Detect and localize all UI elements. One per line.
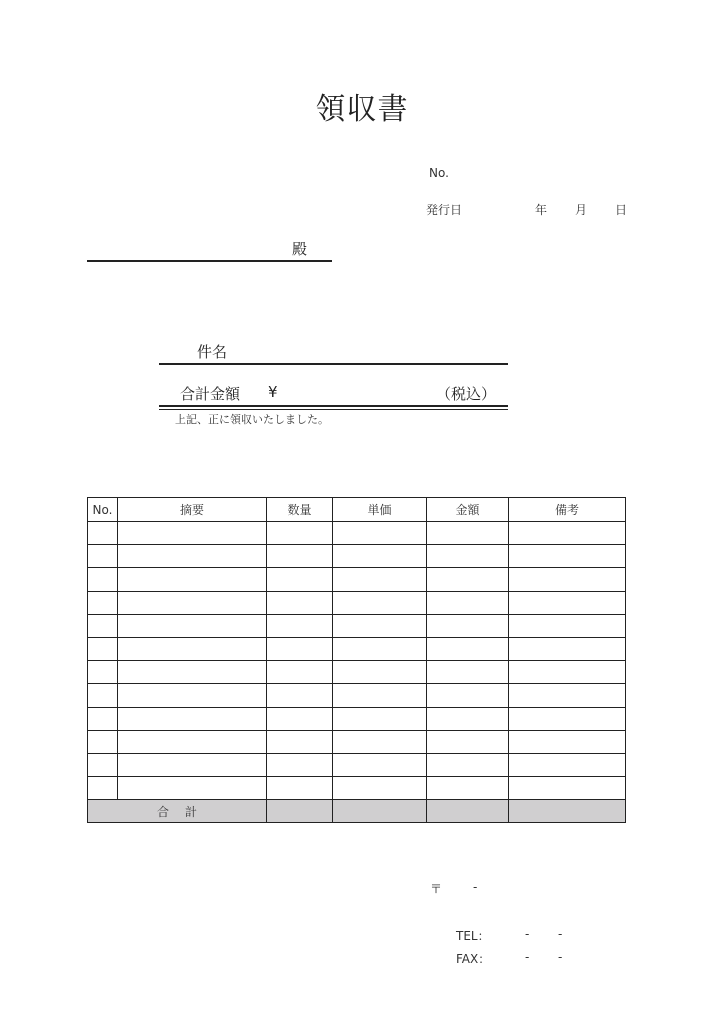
cell-no[interactable]	[88, 591, 118, 614]
subject-label: 件名	[197, 343, 228, 361]
table-row	[88, 730, 626, 753]
table-header-row	[88, 498, 626, 522]
cell-quantity[interactable]	[267, 661, 333, 684]
cell-no[interactable]	[88, 614, 118, 637]
total-quantity-cell	[267, 800, 333, 823]
total-amount-label: 合計金額	[180, 385, 241, 403]
document-title: 領収書	[315, 92, 409, 127]
total-unit-price-cell	[333, 800, 427, 823]
cell-remarks[interactable]	[509, 591, 626, 614]
cell-amount[interactable]	[427, 753, 509, 776]
cell-amount[interactable]	[427, 522, 509, 545]
cell-unit-price[interactable]	[333, 522, 427, 545]
tel-label: TEL：	[456, 929, 490, 943]
column-header-unit-price: 単価	[333, 498, 427, 522]
cell-unit-price[interactable]	[333, 661, 427, 684]
cell-description[interactable]	[118, 777, 267, 800]
cell-description[interactable]	[118, 545, 267, 568]
cell-no[interactable]	[88, 730, 118, 753]
cell-no[interactable]	[88, 661, 118, 684]
cell-quantity[interactable]	[267, 545, 333, 568]
cell-remarks[interactable]	[509, 568, 626, 591]
cell-unit-price[interactable]	[333, 753, 427, 776]
table-row	[88, 614, 626, 637]
cell-remarks[interactable]	[509, 730, 626, 753]
cell-no[interactable]	[88, 568, 118, 591]
recipient-suffix: 殿	[292, 240, 308, 258]
fax-label: FAX：	[456, 952, 491, 966]
issue-date-label: 発行日	[426, 203, 463, 217]
cell-quantity[interactable]	[267, 637, 333, 660]
table-row	[88, 661, 626, 684]
cell-unit-price[interactable]	[333, 614, 427, 637]
cell-amount[interactable]	[427, 707, 509, 730]
table-row	[88, 591, 626, 614]
cell-description[interactable]	[118, 753, 267, 776]
cell-description[interactable]	[118, 730, 267, 753]
total-row-label	[88, 800, 267, 823]
table-row	[88, 568, 626, 591]
date-month-unit: 月	[575, 203, 588, 217]
cell-amount[interactable]	[427, 730, 509, 753]
cell-quantity[interactable]	[267, 568, 333, 591]
cell-quantity[interactable]	[267, 522, 333, 545]
cell-no[interactable]	[88, 522, 118, 545]
cell-remarks[interactable]	[509, 684, 626, 707]
date-year-unit: 年	[535, 203, 548, 217]
tax-included-note: （税込）	[436, 385, 497, 403]
cell-quantity[interactable]	[267, 730, 333, 753]
cell-unit-price[interactable]	[333, 568, 427, 591]
subject-underline	[159, 363, 508, 365]
cell-no[interactable]	[88, 637, 118, 660]
cell-no[interactable]	[88, 684, 118, 707]
postal-mark: 〒	[430, 882, 443, 896]
cell-quantity[interactable]	[267, 707, 333, 730]
table-row	[88, 522, 626, 545]
table-row	[88, 545, 626, 568]
table-row	[88, 777, 626, 800]
cell-quantity[interactable]	[267, 753, 333, 776]
recipient-underline	[87, 260, 332, 262]
cell-remarks[interactable]	[509, 637, 626, 660]
cell-unit-price[interactable]	[333, 545, 427, 568]
cell-remarks[interactable]	[509, 661, 626, 684]
cell-unit-price[interactable]	[333, 637, 427, 660]
currency-symbol: ¥	[268, 383, 278, 401]
total-row-label-text: 合計	[156, 804, 213, 819]
date-day-unit: 日	[615, 203, 628, 217]
table-row	[88, 707, 626, 730]
receipt-number-label: No.	[429, 166, 449, 180]
cell-no[interactable]	[88, 545, 118, 568]
cell-remarks[interactable]	[509, 614, 626, 637]
column-header-no: No.	[88, 498, 118, 522]
cell-quantity[interactable]	[267, 591, 333, 614]
cell-quantity[interactable]	[267, 614, 333, 637]
column-header-quantity: 数量	[267, 498, 333, 522]
cell-amount[interactable]	[427, 568, 509, 591]
fax-separator-2: -	[558, 950, 563, 964]
fax-separator-1: -	[525, 950, 530, 964]
cell-description[interactable]	[118, 591, 267, 614]
table-total-row	[88, 800, 626, 823]
postal-code-separator: -	[473, 880, 478, 894]
table-row	[88, 637, 626, 660]
cell-amount[interactable]	[427, 684, 509, 707]
column-header-remarks: 備考	[509, 498, 626, 522]
cell-remarks[interactable]	[509, 777, 626, 800]
cell-description[interactable]	[118, 614, 267, 637]
cell-unit-price[interactable]	[333, 777, 427, 800]
cell-unit-price[interactable]	[333, 730, 427, 753]
cell-amount[interactable]	[427, 545, 509, 568]
cell-no[interactable]	[88, 777, 118, 800]
total-remarks-cell	[509, 800, 626, 823]
cell-description[interactable]	[118, 637, 267, 660]
cell-quantity[interactable]	[267, 684, 333, 707]
cell-amount[interactable]	[427, 637, 509, 660]
cell-unit-price[interactable]	[333, 684, 427, 707]
total-amount-cell	[427, 800, 509, 823]
cell-description[interactable]	[118, 661, 267, 684]
cell-amount[interactable]	[427, 777, 509, 800]
cell-no[interactable]	[88, 707, 118, 730]
cell-no[interactable]	[88, 753, 118, 776]
cell-unit-price[interactable]	[333, 707, 427, 730]
cell-amount[interactable]	[427, 591, 509, 614]
cell-unit-price[interactable]	[333, 591, 427, 614]
cell-remarks[interactable]	[509, 753, 626, 776]
column-header-amount: 金額	[427, 498, 509, 522]
table-row	[88, 684, 626, 707]
column-header-description: 摘要	[118, 498, 267, 522]
cell-description[interactable]	[118, 568, 267, 591]
tel-separator-2: -	[558, 927, 563, 941]
total-double-underline-bottom	[159, 409, 508, 411]
cell-amount[interactable]	[427, 614, 509, 637]
cell-description[interactable]	[118, 707, 267, 730]
cell-quantity[interactable]	[267, 777, 333, 800]
cell-remarks[interactable]	[509, 545, 626, 568]
tel-separator-1: -	[525, 927, 530, 941]
cell-description[interactable]	[118, 684, 267, 707]
cell-amount[interactable]	[427, 661, 509, 684]
cell-remarks[interactable]	[509, 707, 626, 730]
receipt-statement: 上記、正に領収いたしました。	[175, 413, 329, 426]
table-row	[88, 753, 626, 776]
line-items-table	[87, 497, 626, 823]
cell-remarks[interactable]	[509, 522, 626, 545]
cell-description[interactable]	[118, 522, 267, 545]
total-double-underline-top	[159, 405, 508, 407]
